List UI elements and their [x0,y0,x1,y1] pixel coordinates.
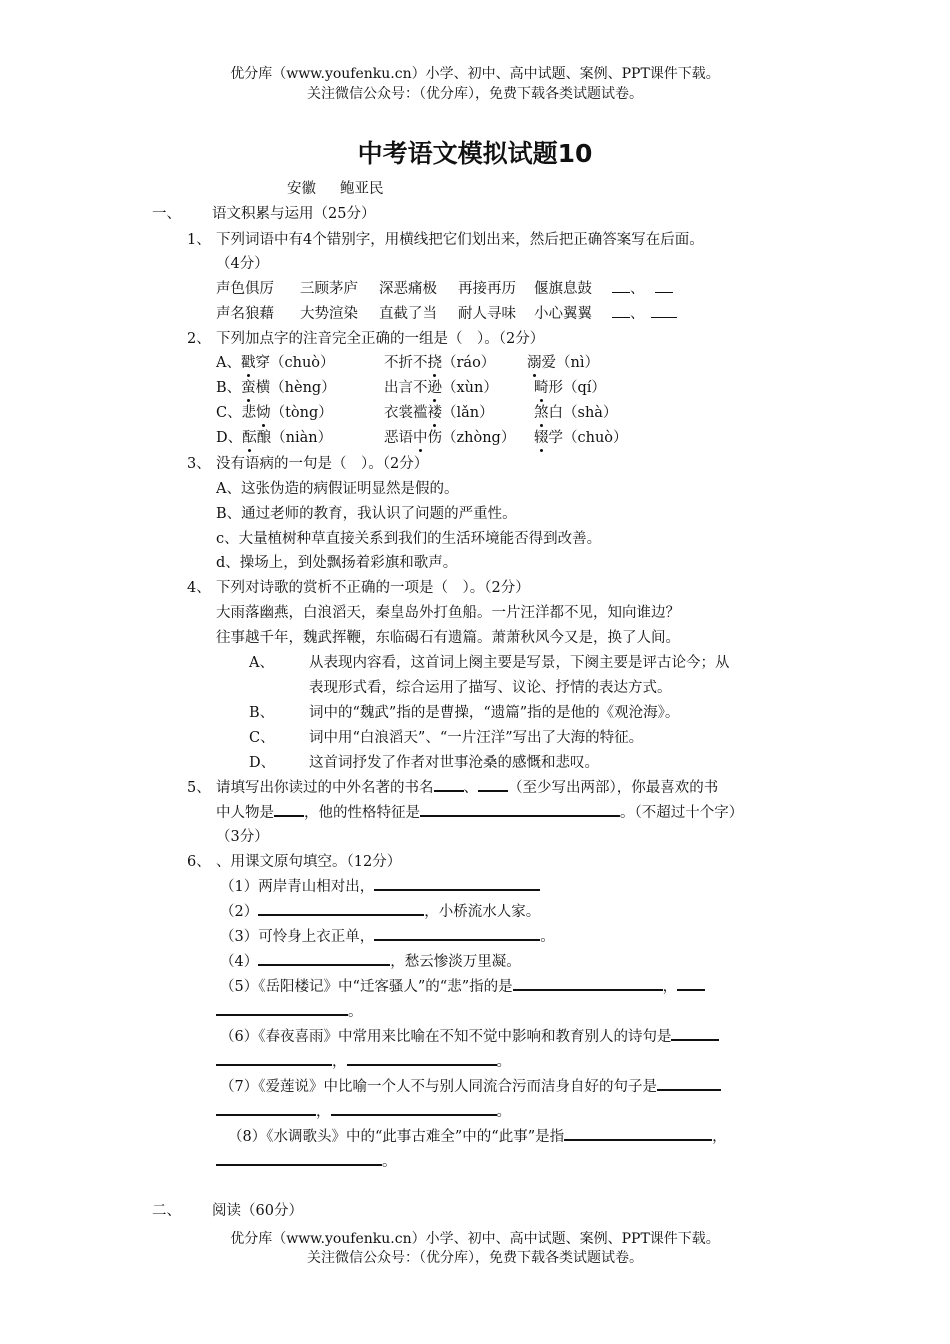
q2-text: 下列加点字的注音完全正确的一组是（ ）。（2分） [216,331,545,347]
q1-word: 偃旗息鼓 [534,281,592,297]
q6-blank[interactable] [331,1102,497,1116]
q6-text: 、用课文原句填空。（12分） [216,854,402,870]
q4-option-c-text: 词中用“白浪滔天”、“一片汪洋”写出了大海的特征。 [309,730,644,746]
q2-option-c: C、悲恸（tòng） [216,401,333,422]
q1-score: （4分） [216,256,269,272]
q1-word: 耐人寻味 [458,306,516,322]
q1-word: 声名狼藉 [216,306,274,322]
q4-option-c-label: C、 [249,730,275,746]
footer-line-2: 关注微信公众号：（优分库），免费下载各类试题试卷。 [307,1250,643,1266]
section1-number: 一、 [152,206,181,222]
q2-option-b-col3: 畸形（qí） [534,376,606,397]
q2-option-c-col2: 衣裳褴褛（lǎn） [384,401,494,422]
q4-option-d-label: D、 [249,755,276,771]
q2-number: 2、 [187,331,211,347]
q6-blank[interactable] [216,1152,382,1166]
q6-item-3: （3）可怜身上衣正单， 。 [220,929,555,945]
section1-title: 语文积累与运用（25分） [212,206,376,222]
q1-text: 下列词语中有4个错别字，用横线把它们划出来，然后把正确答案写在后面。 [216,232,704,248]
q5-blank-book-2[interactable] [478,778,508,792]
q5-blank-character[interactable] [274,803,304,817]
q6-blank[interactable] [258,902,424,916]
q5-score: （3分） [216,829,269,845]
q4-option-a-text: 从表现内容看，这首词上阕主要是写景，下阕主要是评古论今；从 [309,655,730,671]
q4-number: 4、 [187,580,211,596]
q6-blank[interactable] [374,927,540,941]
q1-answer-blank-1[interactable] [612,277,673,298]
author-name: 鲍亚民 [340,181,384,197]
q2-option-a-col2: 不折不挠（ráo） [384,351,495,372]
q6-blank[interactable] [258,952,390,966]
q1-word: 小心翼翼 [534,306,592,322]
q6-item-5-cont: 。 [216,1000,363,1021]
author-line [287,177,384,198]
q2-option-d: D、酝酿（niàn） [216,426,332,447]
q6-item-5: （5）《岳阳楼记》中“迁客骚人”的“悲”指的是 ， [220,975,705,996]
q6-blank[interactable] [677,977,705,991]
q4-option-a-text-cont: 表现形式看，综合运用了描写、议论、抒情的表达方式。 [309,680,672,696]
q6-item-7-cont: ， 。 [216,1100,511,1121]
q1-separator: 、 [630,306,645,322]
q1-word: 声色俱厉 [216,281,274,297]
q1-separator: 、 [630,281,645,297]
q6-blank[interactable] [671,1027,719,1041]
q5-number: 5、 [187,780,211,796]
q3-option-a: A、这张伪造的病假证明显然是假的。 [216,481,459,497]
q4-option-a-label: A、 [249,655,274,671]
q6-blank[interactable] [657,1077,721,1091]
q3-option-c: c、大量植树种草直接关系到我们的生活环境能否得到改善。 [216,531,602,547]
q4-option-b-text: 词中的“魏武”指的是曹操，“遗篇”指的是他的《观沧海》。 [309,705,680,721]
q6-blank[interactable] [216,1002,348,1016]
q5-line-2: 中人物是 ，他的性格特征是 。（不超过十个字） [216,805,744,821]
q6-blank[interactable] [564,1127,712,1141]
q5-blank-book-1[interactable] [434,778,464,792]
section2-number: 二、 [152,1203,181,1219]
q2-option-d-col3: 辍学（chuò） [534,426,628,447]
q3-option-b: B、通过老师的教育，我认识了问题的严重性。 [216,506,517,522]
q1-word: 三顾茅庐 [300,281,358,297]
section2-title: 阅读（60分） [212,1203,303,1219]
page-title: 中考语文模拟试题10 [357,139,593,168]
footer-line-1: 优分库（www.youfenku.cn）小学、初中、高中试题、案例、PPT课件下载。 [230,1231,720,1247]
q6-blank[interactable] [374,877,540,891]
q3-option-d: d、操场上，到处飘扬着彩旗和歌声。 [216,555,458,571]
q3-text: 没有语病的一句是（ ）。（2分） [216,456,429,472]
q6-blank[interactable] [347,1052,497,1066]
q1-number: 1、 [187,232,211,248]
header-line-2: 关注微信公众号：（优分库），免费下载各类试题试卷。 [307,86,643,102]
header-line-1: 优分库（www.youfenku.cn）小学、初中、高中试题、案例、PPT课件下载。 [230,66,720,82]
q4-poem-line-1: 大雨落幽燕，白浪滔天，秦皇岛外打鱼船。一片汪洋都不见，知向谁边？ [216,605,680,621]
q6-blank[interactable] [216,1052,332,1066]
q1-answer-blank-2[interactable] [612,302,677,323]
q6-blank[interactable] [216,1102,316,1116]
q4-option-d-text: 这首词抒发了作者对世事沧桑的感慨和悲叹。 [309,755,599,771]
q6-item-7: （7）《爱莲说》中比喻一个人不与别人同流合污而洁身自好的句子是 [220,1075,721,1096]
q6-item-2: （2） ，小桥流水人家。 [220,904,541,920]
q5-line-1: 请填写出你读过的中外名著的书名 、 （至少写出两部），你最喜欢的书 [216,780,719,796]
author-region: 安徽 [287,181,316,197]
q3-number: 3、 [187,456,211,472]
q2-option-b-col2: 出言不逊（xùn） [384,376,498,397]
q1-word: 直截了当 [379,306,437,322]
q2-option-c-col3: 煞白（shà） [534,401,617,422]
q5-blank-trait[interactable] [420,803,620,817]
q6-item-1: （1）两岸青山相对出， [220,875,540,896]
q6-item-8: （8）《水调歌头》中的“此事古难全”中的“此事”是指 ， [228,1129,727,1145]
q6-item-4: （4） ，愁云惨淡万里凝。 [220,954,521,970]
q2-option-d-col2: 恶语中伤（zhòng） [384,426,515,447]
q2-option-b: B、蛮横（hèng） [216,376,336,397]
q1-word: 深恶痛极 [379,281,437,297]
q6-item-6: （6）《春夜喜雨》中常用来比喻在不知不觉中影响和教育别人的诗句是 [220,1025,719,1046]
q4-option-b-label: B、 [249,705,275,721]
q4-poem-line-2: 往事越千年，魏武挥鞭，东临碣石有遗篇。萧萧秋风今又是，换了人间。 [216,630,680,646]
q1-word: 大势渲染 [300,306,358,322]
q2-option-a-col3: 溺爱（nì） [527,351,599,372]
q6-blank[interactable] [513,977,663,991]
q2-option-a: A、戳穿（chuò） [216,351,335,372]
q4-text: 下列对诗歌的赏析不正确的一项是（ ）。（2分） [216,580,530,596]
q6-item-8-cont: 。 [216,1150,397,1171]
q6-number: 6、 [187,854,211,870]
q6-item-6-cont: ， 。 [216,1050,511,1071]
q1-word: 再接再历 [458,281,516,297]
